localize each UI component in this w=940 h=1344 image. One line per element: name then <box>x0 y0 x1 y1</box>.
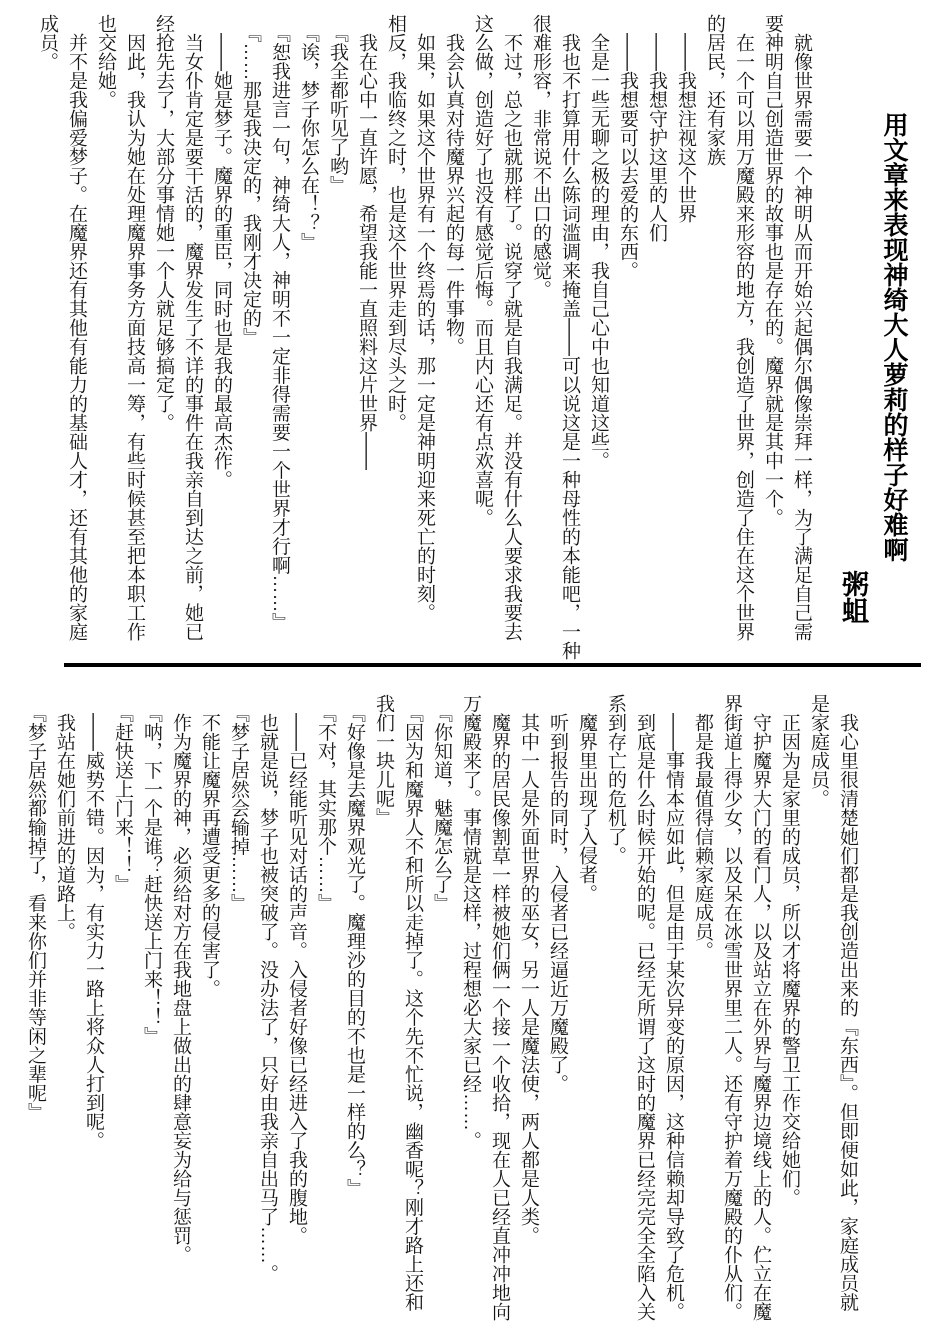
text-line: 成员。 <box>37 14 58 71</box>
text-line: 是家庭成员。 <box>808 694 829 808</box>
text-line: 『恕我进言一句，神绮大人，神明不一定非得需要一个世界才行啊……』 <box>269 14 290 632</box>
text-line: 守护魔界大门的看门人，以及站立在外界与魔界边境线上的人。伫立在魔 <box>750 694 771 1321</box>
text-line: 我心里很清楚她们都是我创造出来的『东西』。但即便如此，家庭成员就 <box>837 694 858 1312</box>
text-line: 其中一人是外面世界的巫女，另一人是魔法使，两人都是人类。 <box>518 694 539 1245</box>
text-line: 『赶快送上门来！！』 <box>112 694 133 894</box>
text-line: 魔界的居民像割草一样被她们俩一个接一个收拾，现在人已经直冲冲地向 <box>489 694 510 1321</box>
text-line: 『……那是我决定的，我刚才决定的』 <box>240 14 261 347</box>
author-name: 粥蛆 <box>838 570 868 624</box>
text-line: 我会认真对待魔界兴起的每一件事物。 <box>443 14 464 356</box>
text-line: 并不是我偏爱梦子。在魔界还有其他有能力的基础人才，还有其他的家庭 <box>66 14 87 641</box>
text-line: 如果，如果这个世界有一个终焉的话，那一定是神明迎来死亡的时刻。 <box>414 14 435 622</box>
bottom-text-block <box>21 694 862 1344</box>
text-line: 相反，我临终之时，也是这个世界走到尽头之时。 <box>385 14 406 432</box>
text-line: ——我想注视这个世界 <box>675 14 696 223</box>
text-line: 不能让魔界再遭受更多的侵害了。 <box>199 694 220 998</box>
text-line: 『不对，其实那个……』 <box>315 694 336 913</box>
text-line: 我在心中一直许愿，希望我能一直照料这片世界—— <box>356 14 377 470</box>
text-line: 不过，总之也就那样了。说穿了就是自我满足。并没有什么人要求我要去 <box>501 14 522 641</box>
section-divider <box>64 663 921 667</box>
text-line: 『梦子居然会输掉……』 <box>228 694 249 913</box>
text-line: 就像世界需要一个神明从而开始兴起偶尔偶像崇拜一样，为了满足自己需 <box>791 14 812 641</box>
text-line: 作为魔界的神，必须给对方在我地盘上做出的肆意妄为给与惩罚。 <box>170 694 191 1264</box>
top-text-block <box>33 14 816 664</box>
text-line: 『梦子居然都输掉了，看来你们并非等闲之辈呢』 <box>25 694 46 1122</box>
text-line: 正因为是家里的成员，所以才将魔界的警卫工作交给她们。 <box>779 694 800 1207</box>
text-line: 我们一块儿呢』 <box>373 694 394 827</box>
text-line: 也就是说，梦子也被突破了。没办法了，只好由我亲自出马了……。 <box>257 694 278 1283</box>
text-line: ——我想要可以去爱的东西。 <box>617 14 638 280</box>
text-line: 到底是什么时候开始的呢。已经无所谓了这时的魔界已经完完全全陷入关 <box>634 694 655 1321</box>
text-line: 这么做，创造好了也没有感觉后悔。而且内心还有点欢喜呢。 <box>472 14 493 527</box>
text-line: 『你知道，魅魔怎么了』 <box>431 694 452 913</box>
text-line: 经抢先去了，大部分事情她一个人就足够搞定了。 <box>153 14 174 432</box>
text-line: 我站在她们前进的道路上。 <box>54 694 75 941</box>
text-line: 全是一些无聊之极的理由，我自己心中也知道这些。 <box>588 14 609 470</box>
text-line: 要神明自己创造世界的故事也是存在的。魔界就是其中一个。 <box>762 14 783 527</box>
text-line: ——我想守护这里的人们 <box>646 14 667 242</box>
text-line: 我也不打算用什么陈词滥调来掩盖——可以说这是一种母性的本能吧，一种 <box>559 14 580 660</box>
text-line: 因此，我认为她在处理魔界事务方面技高一筹，有些时候甚至把本职工作 <box>124 14 145 641</box>
text-line: 『诶，梦子你怎么在！？』 <box>298 14 319 252</box>
text-line: ——事情本应如此，但是由于某次异变的原因，这种信赖却导致了危机。 <box>663 694 684 1321</box>
text-line: 『因为和魔界人不和所以走掉了。这个先不忙说，幽香呢？刚才路上还和 <box>402 694 423 1312</box>
text-line: 『好像是去魔界观光了。魔理沙的目的不也是一样的么？』 <box>344 694 365 1198</box>
text-line: 在一个可以用万魔殿来形容的地方，我创造了世界，创造了住在这个世界 <box>733 14 754 641</box>
text-line: 很难形容，非常说不出口的感觉。 <box>530 14 551 299</box>
text-line: 万魔殿来了。事情就是这样，过程想必大家已经……。 <box>460 694 481 1150</box>
text-line: ——已经能听见对话的声音。入侵者好像已经进入了我的腹地。 <box>286 694 307 1245</box>
text-line: 也交给她。 <box>95 14 116 109</box>
text-line: ——威势不错。因为，有实力一路上将众人打到呢。 <box>83 694 104 1150</box>
text-line: 都是我最值得信赖家庭成员。 <box>692 694 713 960</box>
text-line: ——她是梦子。魔界的重臣，同时也是我的最高杰作。 <box>211 14 232 489</box>
text-line: 系到存亡的危机了。 <box>605 694 626 865</box>
page-title: 用文章来表现神绮大人萝莉的样子好难啊 <box>880 112 908 562</box>
text-line: 当女仆肯定是要干活的，魔界发生了不详的事件在我亲自到达之前，她已 <box>182 14 203 641</box>
text-line: 的居民，还有家族 <box>704 14 725 166</box>
text-line: 界街道上得少女，以及呆在冰雪世界里二人。还有守护着万魔殿的仆从们。 <box>721 694 742 1321</box>
text-line: 魔界里出现了入侵者。 <box>576 694 597 903</box>
text-line: 『我全都听见了哟』 <box>327 14 348 195</box>
text-line: 『呐，下一个是谁？赶快送上门来！！』 <box>141 694 162 1046</box>
text-line: 听到报告的同时，入侵者已经逼近万魔殿了。 <box>547 694 568 1093</box>
